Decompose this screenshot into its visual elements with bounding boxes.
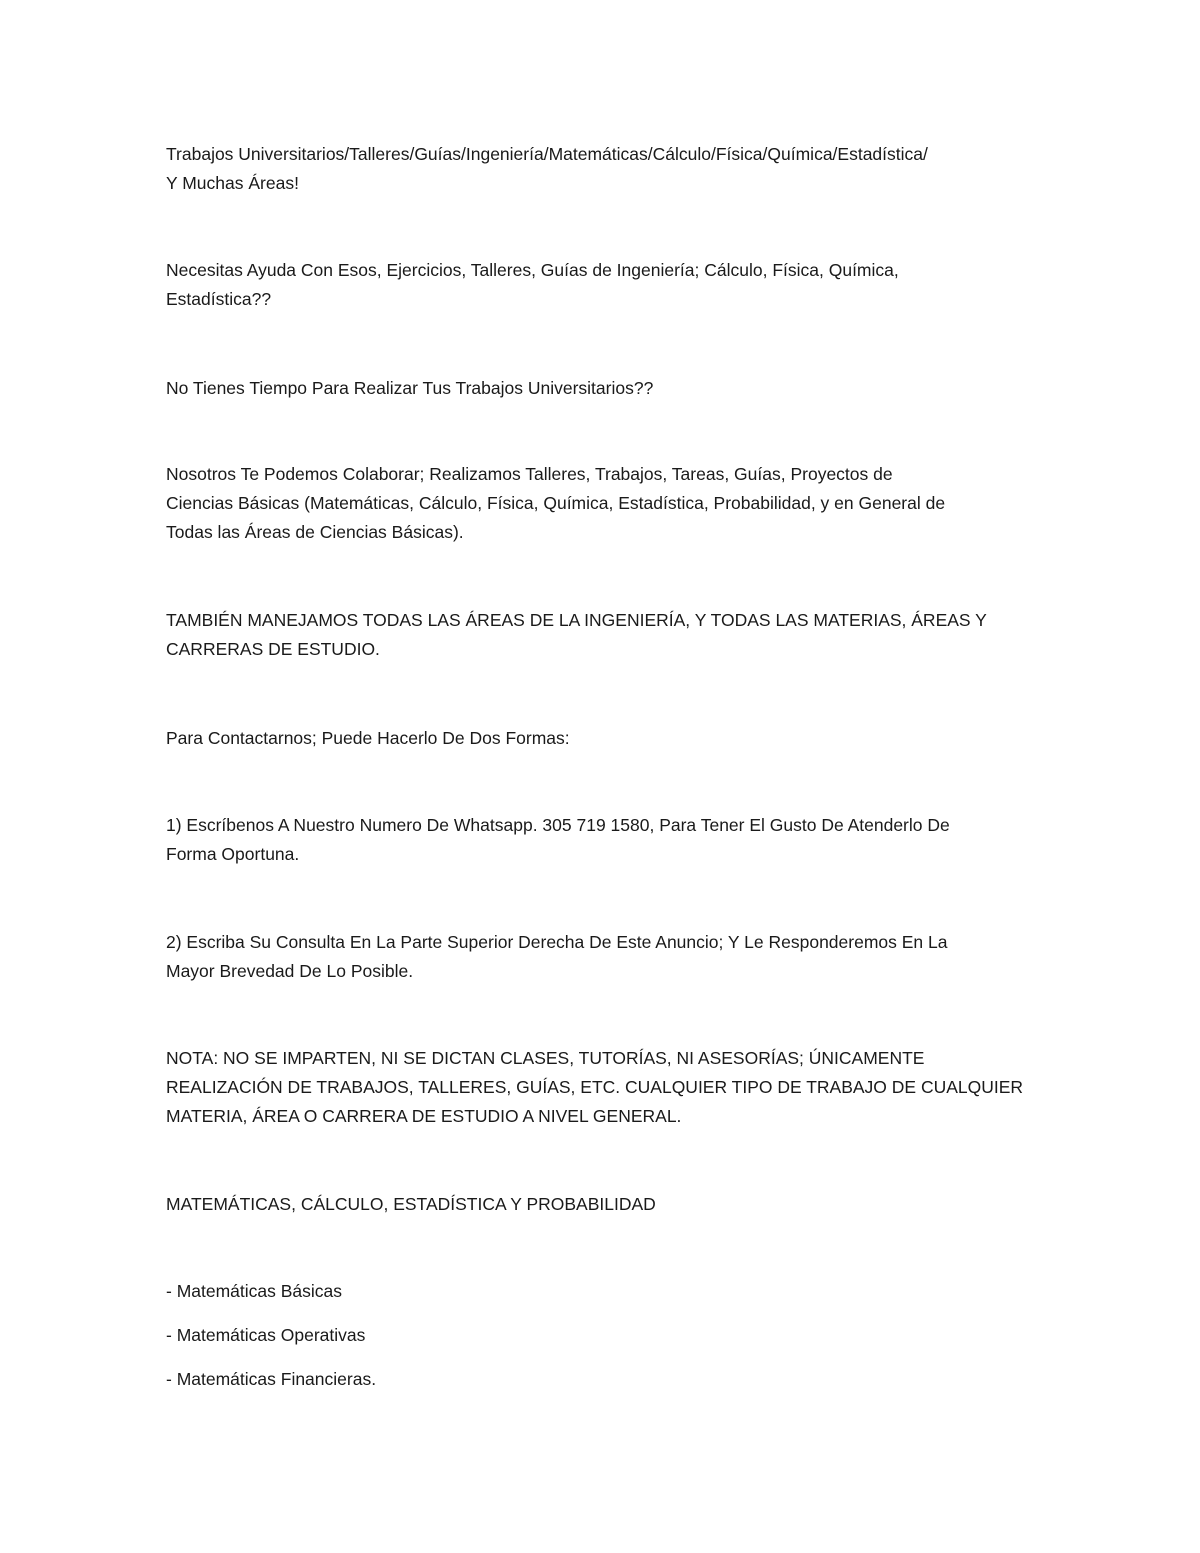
note-line-1: NOTA: NO SE IMPARTEN, NI SE DICTAN CLASES, TUTORÍAS, NI ASESORÍAS; ÚNICAMENTE: [166, 1048, 925, 1068]
intro-line-1: Trabajos Universitarios/Talleres/Guías/Ingeniería/Matemáticas/Cálculo/Física/Química/Estadística/: [166, 144, 928, 164]
contact-option-1-line-2: Forma Oportuna.: [166, 844, 300, 864]
collaboration-line-3: Todas las Áreas de Ciencias Básicas).: [166, 522, 464, 542]
note-line-3: MATERIA, ÁREA O CARRERA DE ESTUDIO A NIVEL GENERAL.: [166, 1106, 682, 1126]
time-question-paragraph: [166, 374, 1046, 403]
contact-option-1-line-1: 1) Escríbenos A Nuestro Numero De Whatsapp. 305 719 1580, Para Tener El Gusto De Atenderlo De: [166, 815, 950, 835]
list-item: [166, 1321, 1046, 1350]
help-question-paragraph: [166, 256, 1046, 314]
note-line-2: REALIZACIÓN DE TRABAJOS, TALLERES, GUÍAS, ETC. CUALQUIER TIPO DE TRABAJO DE CUALQUIER: [166, 1077, 1024, 1097]
collaboration-line-2: Ciencias Básicas (Matemáticas, Cálculo, Física, Química, Estadística, Probabilidad, y en General de: [166, 493, 946, 513]
list-item-text: - Matemáticas Operativas: [166, 1325, 366, 1345]
help-question-line-2: Estadística??: [166, 289, 272, 309]
collaboration-line-1: Nosotros Te Podemos Colaborar; Realizamos Talleres, Trabajos, Tareas, Guías, Proyectos de: [166, 464, 893, 484]
contact-option-2-line-2: Mayor Brevedad De Lo Posible.: [166, 961, 414, 981]
contact-option-2-paragraph: [166, 928, 1046, 986]
section-heading-text: MATEMÁTICAS, CÁLCULO, ESTADÍSTICA Y PROBABILIDAD: [166, 1194, 656, 1214]
intro-line-2: Y Muchas Áreas!: [166, 173, 299, 193]
list-item-text: - Matemáticas Financieras.: [166, 1369, 377, 1389]
list-item-text: - Matemáticas Básicas: [166, 1281, 343, 1301]
note-paragraph: [166, 1044, 1046, 1131]
contact-intro-paragraph: [166, 724, 1046, 753]
list-item: [166, 1365, 1046, 1394]
section-heading: [166, 1190, 1046, 1219]
time-question-line-1: No Tienes Tiempo Para Realizar Tus Trabajos Universitarios??: [166, 378, 654, 398]
collaboration-paragraph: [166, 460, 1046, 547]
help-question-line-1: Necesitas Ayuda Con Esos, Ejercicios, Talleres, Guías de Ingeniería; Cálculo, Física, Química,: [166, 260, 899, 280]
contact-option-1-paragraph: [166, 811, 1046, 869]
engineering-line-2: CARRERAS DE ESTUDIO.: [166, 639, 380, 659]
intro-paragraph: [166, 140, 1046, 198]
engineering-line-1: TAMBIÉN MANEJAMOS TODAS LAS ÁREAS DE LA INGENIERÍA, Y TODAS LAS MATERIAS, ÁREAS Y: [166, 610, 987, 630]
contact-option-2-line-1: 2) Escriba Su Consulta En La Parte Superior Derecha De Este Anuncio; Y Le Responderemos En La: [166, 932, 948, 952]
list-item: [166, 1277, 1046, 1306]
engineering-paragraph: [166, 606, 1046, 664]
contact-intro-line-1: Para Contactarnos; Puede Hacerlo De Dos Formas:: [166, 728, 570, 748]
